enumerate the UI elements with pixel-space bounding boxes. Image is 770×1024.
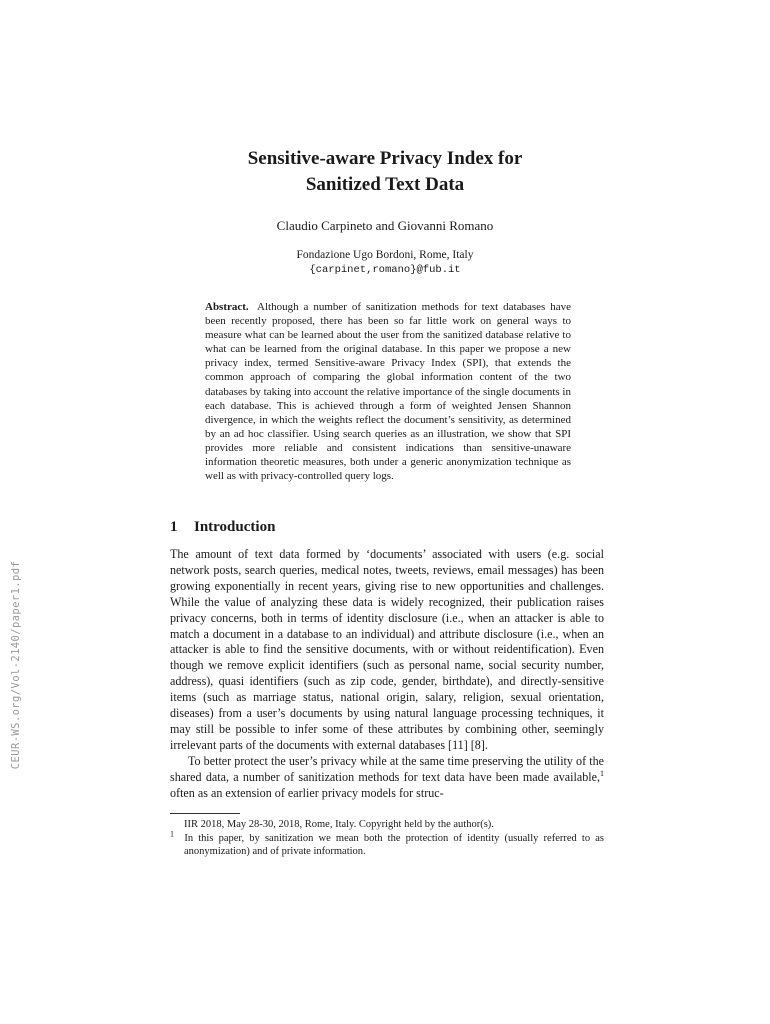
authors: Claudio Carpineto and Giovanni Romano (276, 218, 494, 233)
footnotes (170, 818, 604, 859)
paragraph-1: The amount of text data formed by ‘documents’ associated with users (e.g. social network posts, search queries, medical notes, tweets, reviews, email messages) has been growing exponentially in recent years, giving rise to new opportunities and challenges. While the value of analyzing these data is widely recognized, their publication raises privacy concerns, both in terms of identity disclosure (i.e., when an attacker is able to match a document in a database to an individual) and attribute disclosure (i.e., when an attacker is able to find the sensitive documents, with or without reidentification). Even though we remove explicit identifiers (such as personal name, social security number, address), quasi identifiers (such as zip code, gender, birthdate), and directly-sensitive items (such as marriage status, national origin, salary, religion, sexual orientation, diseases) from a user’s documents by using natural language processing techniques, it may still be possible to infer some of these attributes by combining other, seemingly irrelevant parts of the documents with external databases [11] [8]. (170, 547, 604, 752)
institution: Fondazione Ugo Bordoni, Rome, Italy (296, 249, 474, 261)
title-line-1: Sensitive-aware Privacy Index for (247, 148, 523, 169)
footnote-1 (170, 829, 604, 859)
margin-stamp-text: CEUR-WS.org/Vol-2140/paper1.pdf (10, 560, 22, 770)
section-heading (170, 519, 275, 536)
affiliation (0, 248, 770, 278)
section-title: Introduction (194, 519, 276, 535)
title-line-2: Sanitized Text Data (305, 174, 465, 195)
footnote-1-mark: 1 (170, 829, 174, 838)
section-number: 1 (170, 519, 178, 535)
body-text (170, 547, 604, 802)
abstract-label: Abstract. (205, 301, 249, 313)
paragraph-2 (170, 754, 604, 802)
footnote-divider (170, 813, 240, 814)
abstract-text: Although a number of sanitization methods for text databases have been recently proposed, there has been so far little work on general ways to measure what can be learned about the user from the sanitized database relative to what can be learned from the original database. In this paper we propose a new privacy index, termed Sensitive-aware Privacy Index (SPI), that extends the common approach of comparing the global information content of the two databases by taking into account the relative importance of the single documents in each database. This is achieved through a form of weighted Jensen Shannon divergence, in which the weights reflect the document’s sensitivity, as determined by an ad hoc classifier. Using search queries as an illustration, we show that SPI provides more reliable and consistent indications than sensitive-unaware information theoretic measures, both under a generic anonymization technique as well as with privacy-controlled query logs. (205, 301, 571, 483)
abstract (205, 300, 571, 483)
paragraph-2-start: To better protect the user’s privacy while at the same time preserving the utility of the shared data, a number of sanitization methods for text data have been made available, (170, 753, 604, 784)
email: {carpinet,romano}@fub.it (309, 264, 461, 276)
footnote-marker[interactable]: 1 (600, 768, 604, 778)
margin-stamp (6, 540, 26, 790)
paper-title (0, 146, 770, 198)
footnote-1-text: In this paper, by sanitization we mean both the protection of identity (usually referred to as anonymization) and of private information. (184, 832, 604, 857)
venue-note: IIR 2018, May 28-30, 2018, Rome, Italy. Copyright held by the author(s). (184, 819, 494, 830)
paragraph-2-end: often as an extension of earlier privacy models for struc- (170, 785, 444, 800)
